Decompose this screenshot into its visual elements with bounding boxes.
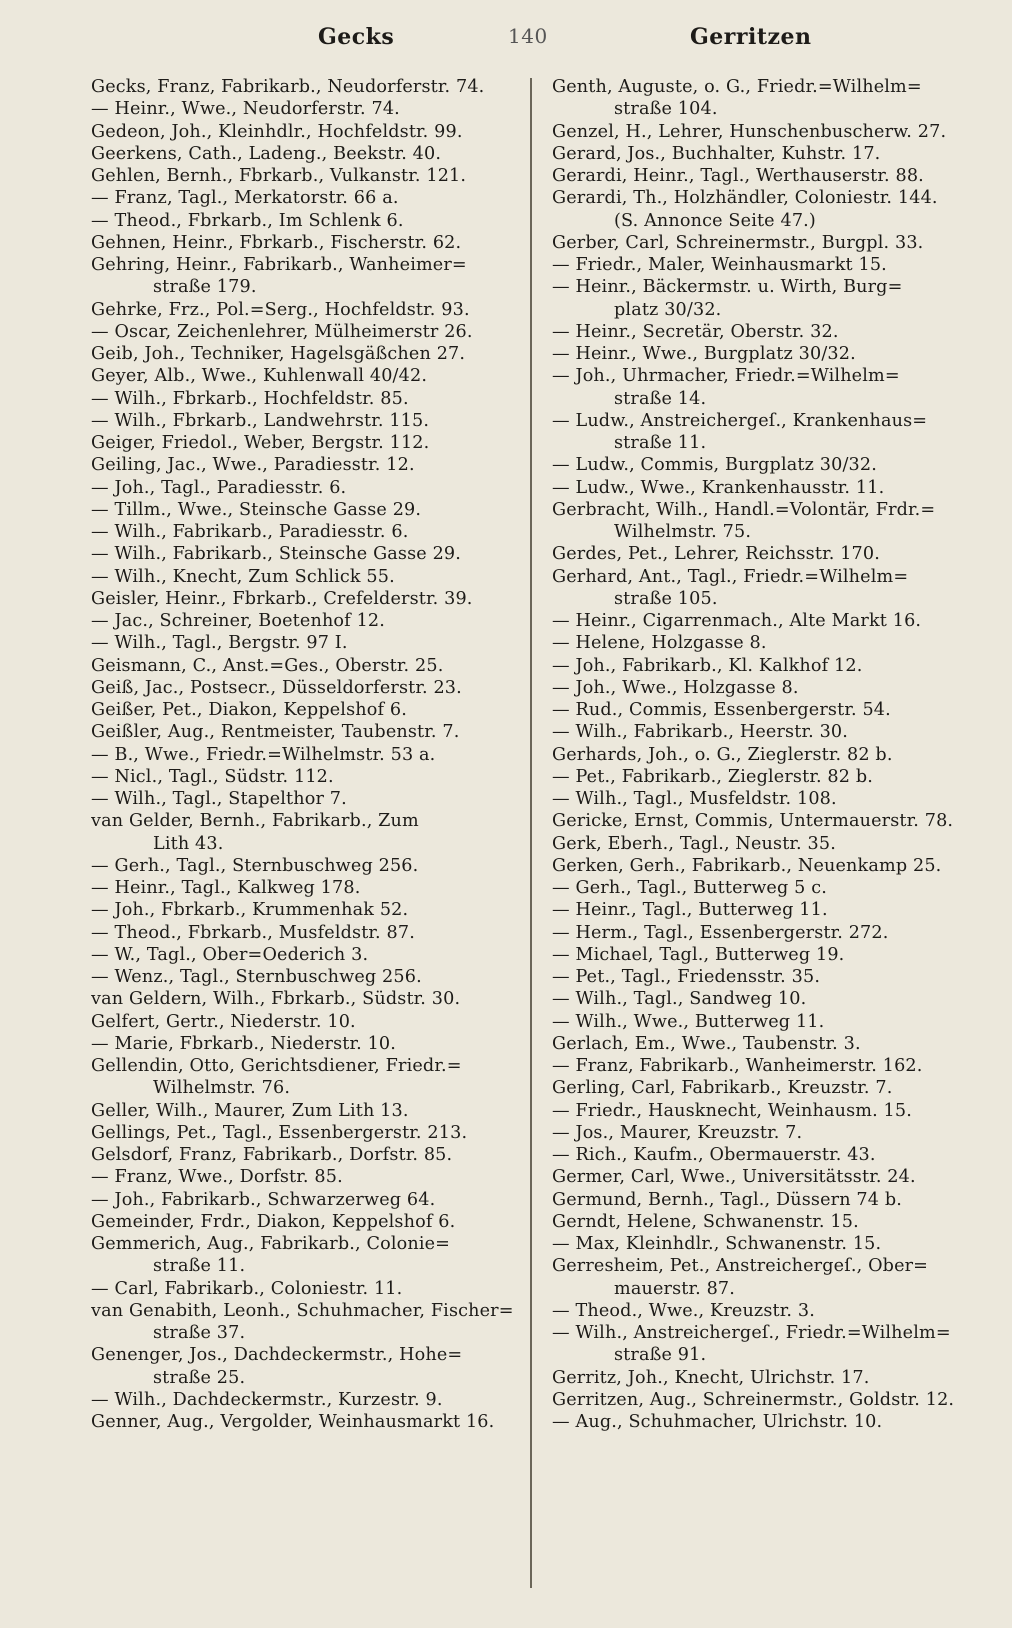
directory-entry: Gellings, Pet., Tagl., Essenbergerstr. 213. (91, 1122, 468, 1143)
directory-entry: — Joh., Uhrmacher, Friedr.=Wilhelm= (552, 366, 900, 387)
directory-entry: — Michael, Tagl., Butterweg 19. (552, 944, 845, 965)
directory-entry: — Max, Kleinhdlr., Schwanenstr. 15. (552, 1234, 882, 1254)
directory-entry: — Pet., Tagl., Friedensstr. 35. (552, 967, 821, 987)
directory-entry: — Theod., Fbrkarb., Musfeldstr. 87. (91, 922, 415, 943)
directory-entry: Gelsdorf, Franz, Fabrikarb., Dorfstr. 85. (91, 1145, 453, 1165)
directory-entry: — Wenz., Tagl., Sternbuschweg 256. (91, 967, 422, 987)
directory-entry: — Rich., Kaufm., Obermauerstr. 43. (552, 1145, 876, 1165)
directory-entry: — Ludw., Anstreichergeſ., Krankenhaus= (552, 410, 928, 431)
directory-entry: — Wilh., Knecht, Zum Schlick 55. (91, 566, 395, 587)
directory-entry: Gerken, Gerh., Fabrikarb., Neuenkamp 25. (552, 855, 942, 876)
directory-entry: — Heinr., Wwe., Burgplatz 30/32. (552, 344, 856, 364)
directory-entry: Gerndt, Helene, Schwanenstr. 15. (552, 1211, 859, 1232)
directory-entry: — Marie, Fbrkarb., Niederstr. 10. (91, 1033, 397, 1054)
directory-entry-continuation: straße 104. (614, 99, 718, 120)
directory-entry: van Genabith, Leonh., Schuhmacher, Fischer= (91, 1300, 514, 1321)
directory-entry: — Oscar, Zeichenlehrer, Mülheimerstr 26. (91, 321, 473, 342)
directory-entry: Geiling, Jac., Wwe., Paradiesstr. 12. (91, 455, 415, 476)
directory-entry: — Friedr., Hausknecht, Weinhausm. 15. (552, 1100, 912, 1121)
directory-entry: — Wilh., Tagl., Stapelthor 7. (91, 789, 347, 809)
directory-entry: — Wilh., Fabrikarb., Steinsche Gasse 29. (91, 544, 462, 565)
directory-entry: — Herm., Tagl., Essenbergerstr. 272. (552, 922, 889, 943)
directory-entry-continuation: platz 30/32. (614, 299, 722, 320)
directory-entry: — Wilh., Fabrikarb., Paradiesstr. 6. (91, 522, 409, 542)
directory-entry: Geib, Joh., Techniker, Hagelsgäßchen 27. (91, 344, 466, 364)
directory-entry: — Wilh., Anstreichergeſ., Friedr.=Wilhelm= (552, 1323, 951, 1343)
directory-entry-continuation: Wilhelmstr. 75. (614, 522, 752, 542)
directory-entry: Gerlach, Em., Wwe., Taubenstr. 3. (552, 1033, 861, 1054)
directory-entry: — Jac., Schreiner, Boetenhof 12. (91, 611, 386, 631)
directory-entry: — Franz, Fabrikarb., Wanheimerstr. 162. (552, 1056, 923, 1076)
directory-entry-continuation: Lith 43. (153, 833, 224, 854)
directory-entry: Gericke, Ernst, Commis, Untermauerstr. 78. (552, 811, 954, 832)
directory-entry: — Franz, Wwe., Dorfstr. 85. (91, 1167, 343, 1188)
directory-entry: Gerbracht, Wilh., Handl.=Volontär, Frdr.= (552, 499, 936, 520)
directory-entry: — Ludw., Wwe., Krankenhausstr. 11. (552, 477, 885, 498)
left-column (91, 76, 519, 1433)
column-divider (530, 78, 532, 1588)
directory-entry: Gemeinder, Frdr., Diakon, Keppelshof 6. (91, 1211, 456, 1232)
directory-entry: Gerritz, Joh., Knecht, Ulrichstr. 17. (552, 1367, 870, 1388)
directory-entry: Gerritzen, Aug., Schreinermstr., Goldstr. 12. (552, 1389, 955, 1410)
header-right-keyword: Gerritzen (690, 24, 812, 50)
directory-entry-continuation: straße 11. (153, 1256, 246, 1277)
directory-entry: Gerresheim, Pet., Anstreichergeſ., Ober= (552, 1256, 929, 1277)
page-number: 140 (508, 24, 548, 48)
directory-entry: — Joh., Fabrikarb., Schwarzerweg 64. (91, 1189, 436, 1210)
directory-entry: — Heinr., Tagl., Butterweg 11. (552, 900, 828, 921)
directory-entry: — B., Wwe., Friedr.=Wilhelmstr. 53 a. (91, 744, 436, 765)
directory-entry: Geyer, Alb., Wwe., Kuhlenwall 40/42. (91, 366, 428, 387)
directory-entry: Gemmerich, Aug., Fabrikarb., Colonie= (91, 1234, 451, 1254)
directory-entry: — Wilh., Tagl., Bergstr. 97 I. (91, 633, 348, 654)
directory-entry-continuation: straße 14. (614, 388, 707, 409)
directory-entry: — Nicl., Tagl., Südstr. 112. (91, 766, 334, 787)
directory-entry: Gedeon, Joh., Kleinhdlr., Hochfeldstr. 99. (91, 121, 463, 142)
directory-entry: Genner, Aug., Vergolder, Weinhausmarkt 16. (91, 1412, 495, 1432)
directory-entry: Germer, Carl, Wwe., Universitätsstr. 24. (552, 1167, 916, 1188)
directory-entry: — Heinr., Secretär, Oberstr. 32. (552, 321, 839, 342)
header-left-keyword: Gecks (318, 24, 395, 50)
directory-entry: — Rud., Commis, Essenbergerstr. 54. (552, 700, 891, 720)
directory-entry: — Wilh., Fbrkarb., Landwehrstr. 115. (91, 410, 430, 431)
directory-entry: Gerardi, Th., Holzhändler, Coloniestr. 144. (552, 188, 938, 209)
directory-entry: Genth, Auguste, o. G., Friedr.=Wilhelm= (552, 77, 922, 97)
directory-entry-continuation: straße 179. (153, 277, 257, 298)
directory-entry: van Geldern, Wilh., Fbrkarb., Südstr. 30. (91, 989, 461, 1010)
directory-entry: — Friedr., Maler, Weinhausmarkt 15. (552, 255, 887, 275)
directory-entry: Gellendin, Otto, Gerichtsdiener, Friedr.= (91, 1056, 462, 1076)
directory-entry: — Wilh., Tagl., Musfeldstr. 108. (552, 789, 837, 809)
directory-entry: Gehrke, Frz., Pol.=Serg., Hochfeldstr. 93. (91, 299, 470, 320)
directory-entry: — Wilh., Dachdeckermstr., Kurzestr. 9. (91, 1389, 443, 1410)
directory-entry: Genenger, Jos., Dachdeckermstr., Hohe= (91, 1345, 463, 1366)
directory-entry: Gerhard, Ant., Tagl., Friedr.=Wilhelm= (552, 566, 909, 587)
directory-entry: — Jos., Maurer, Kreuzstr. 7. (552, 1122, 803, 1143)
directory-entry: — Aug., Schuhmacher, Ulrichstr. 10. (552, 1412, 883, 1432)
directory-entry: Genzel, H., Lehrer, Hunschenbuscherw. 27. (552, 121, 947, 142)
directory-entry: — Heinr., Wwe., Neudorferstr. 74. (91, 99, 400, 120)
directory-entry: Geißler, Aug., Rentmeister, Taubenstr. 7. (91, 722, 460, 743)
directory-entry: Gerhards, Joh., o. G., Zieglerstr. 82 b. (552, 744, 893, 765)
directory-entry: Gecks, Franz, Fabrikarb., Neudorferstr. 74. (91, 77, 485, 97)
directory-entry: — Gerh., Tagl., Butterweg 5 c. (552, 878, 827, 898)
directory-entry: — Joh., Tagl., Paradiesstr. 6. (91, 477, 347, 498)
directory-entry: Geiß, Jac., Postsecr., Düsseldorferstr. 23. (91, 677, 462, 698)
page-header (0, 24, 1012, 64)
directory-entry: Gehlen, Bernh., Fbrkarb., Vulkanstr. 121. (91, 166, 467, 186)
directory-entry-continuation: straße 37. (153, 1323, 246, 1343)
directory-entry: — Heinr., Bäckermstr. u. Wirth, Burg= (552, 277, 903, 298)
directory-entry: — Helene, Holzgasse 8. (552, 633, 767, 654)
directory-entry: — Joh., Fabrikarb., Kl. Kalkhof 12. (552, 655, 863, 676)
directory-entry: Geerkens, Cath., Ladeng., Beekstr. 40. (91, 143, 442, 164)
directory-entry: — Wilh., Wwe., Butterweg 11. (552, 1011, 825, 1032)
directory-entry: — Theod., Wwe., Kreuzstr. 3. (552, 1300, 815, 1321)
directory-entry-continuation: straße 105. (614, 588, 718, 609)
directory-entry: Gehnen, Heinr., Fbrkarb., Fischerstr. 62. (91, 232, 462, 253)
directory-entry: Geißer, Pet., Diakon, Keppelshof 6. (91, 700, 407, 720)
directory-entry: — Gerh., Tagl., Sternbuschweg 256. (91, 855, 419, 876)
directory-entry-continuation: mauerstr. 87. (614, 1278, 736, 1299)
directory-entry: — Wilh., Fbrkarb., Hochfeldstr. 85. (91, 388, 409, 409)
directory-entry: Gerdes, Pet., Lehrer, Reichsstr. 170. (552, 544, 880, 565)
directory-entry: — Joh., Fbrkarb., Krummenhak 52. (91, 900, 409, 921)
directory-entry: — W., Tagl., Ober=Oederich 3. (91, 944, 369, 965)
directory-entry: — Heinr., Tagl., Kalkweg 178. (91, 878, 361, 898)
directory-entry: Gerardi, Heinr., Tagl., Werthauserstr. 88. (552, 166, 924, 186)
directory-entry: — Heinr., Cigarrenmach., Alte Markt 16. (552, 611, 922, 631)
directory-entry: — Wilh., Tagl., Sandweg 10. (552, 989, 807, 1010)
directory-entry-continuation: straße 25. (153, 1367, 246, 1388)
directory-entry: — Tillm., Wwe., Steinsche Gasse 29. (91, 499, 422, 520)
directory-entry: — Ludw., Commis, Burgplatz 30/32. (552, 455, 877, 476)
directory-entry: — Pet., Fabrikarb., Zieglerstr. 82 b. (552, 766, 874, 787)
directory-entry: Gehring, Heinr., Fabrikarb., Wanheimer= (91, 255, 467, 275)
directory-entry: — Joh., Wwe., Holzgasse 8. (552, 677, 799, 698)
directory-entry: — Wilh., Fabrikarb., Heerstr. 30. (552, 722, 848, 743)
directory-entry-continuation: straße 91. (614, 1345, 707, 1366)
directory-entry: Gelfert, Gertr., Niederstr. 10. (91, 1011, 356, 1032)
directory-entry: — Carl, Fabrikarb., Coloniestr. 11. (91, 1278, 403, 1299)
directory-entry-continuation: Wilhelmstr. 76. (153, 1078, 291, 1099)
directory-entry-continuation: straße 11. (614, 433, 707, 453)
directory-entry: Gerber, Carl, Schreinermstr., Burgpl. 33. (552, 232, 924, 253)
directory-entry: Gerk, Eberh., Tagl., Neustr. 35. (552, 833, 836, 854)
directory-entry: — Theod., Fbrkarb., Im Schlenk 6. (91, 210, 404, 231)
directory-entry-continuation: (S. Annonce Seite 47.) (614, 210, 816, 231)
directory-entry: van Gelder, Bernh., Fabrikarb., Zum (91, 811, 419, 832)
directory-entry: Geisler, Heinr., Fbrkarb., Crefelderstr. 39. (91, 588, 473, 609)
directory-entry: Gerling, Carl, Fabrikarb., Kreuzstr. 7. (552, 1078, 893, 1099)
directory-entry: — Franz, Tagl., Merkatorstr. 66 a. (91, 188, 399, 209)
directory-entry: Geiger, Friedol., Weber, Bergstr. 112. (91, 433, 430, 453)
right-column (552, 76, 984, 1433)
directory-entry: Germund, Bernh., Tagl., Düssern 74 b. (552, 1189, 903, 1210)
directory-entry: Geller, Wilh., Maurer, Zum Lith 13. (91, 1100, 409, 1121)
directory-entry: Gerard, Jos., Buchhalter, Kuhstr. 17. (552, 143, 881, 164)
directory-entry: Geismann, C., Anst.=Ges., Oberstr. 25. (91, 655, 444, 676)
